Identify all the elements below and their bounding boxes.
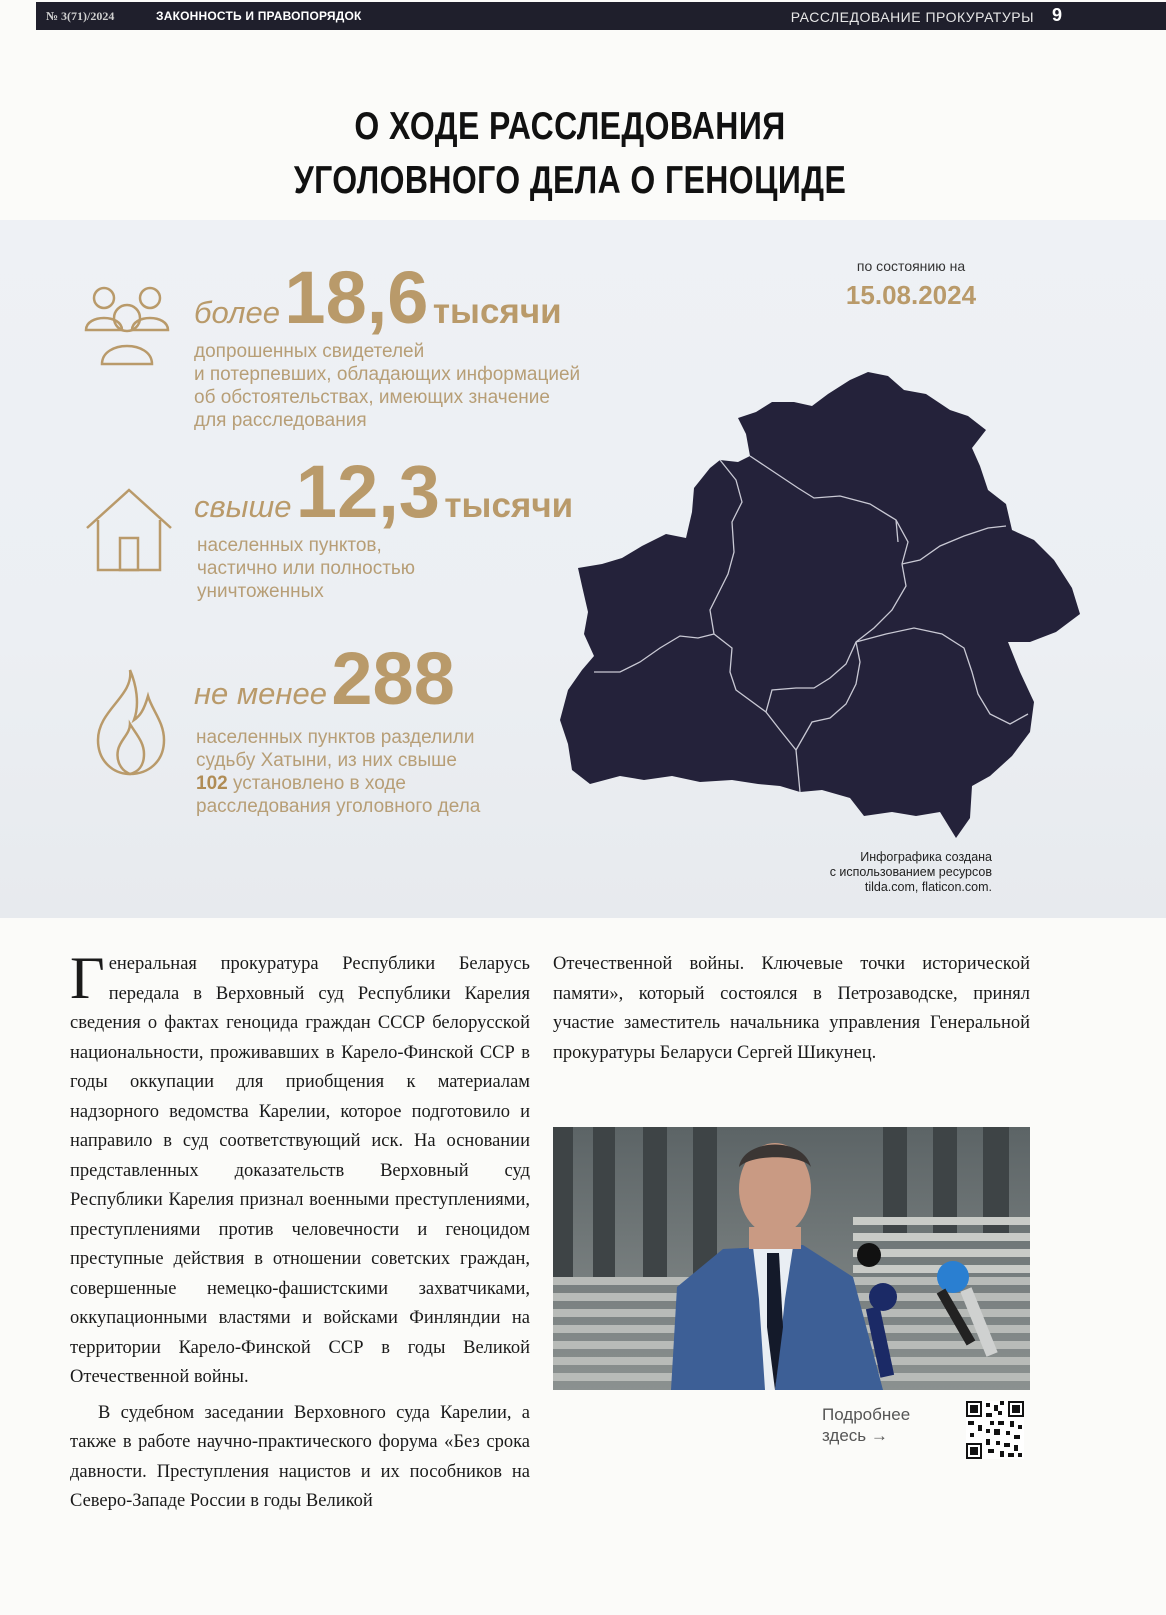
stat-3-number: 288 <box>331 637 455 720</box>
stat-1-prefix: более <box>194 295 280 330</box>
credit-line: tilda.com, flaticon.com. <box>864 880 992 894</box>
date-value: 15.08.2024 <box>845 280 977 310</box>
drop-cap: Г <box>70 945 105 1011</box>
issue-number: № 3(71)/2024 <box>46 9 115 23</box>
credit-line: Инфографика создана <box>860 850 992 864</box>
stat-3-line: населенных пунктов разделили <box>196 727 475 748</box>
flame-icon <box>90 666 170 778</box>
house-icon <box>84 486 174 574</box>
interview-photo <box>553 1127 1030 1390</box>
stat-1-line: допрошенных свидетелей <box>194 341 425 362</box>
people-icon <box>82 284 172 369</box>
stat-2-unit: тысячи <box>444 486 574 525</box>
article-left-column <box>70 945 530 1517</box>
infographic-credit <box>760 850 992 895</box>
stat-2-line: уничтоженных <box>197 581 324 602</box>
stat-3-headline <box>194 636 455 721</box>
stat-1-description <box>194 340 580 432</box>
stat-3-highlight-number: 102 <box>196 773 228 794</box>
qr-code-icon[interactable] <box>966 1401 1024 1459</box>
stat-3-prefix: не менее <box>194 676 327 711</box>
title-line-1: О ХОДЕ РАССЛЕДОВАНИЯ <box>354 105 786 148</box>
stat-1-line: для расследования <box>194 410 367 431</box>
paragraph-2-continued: Отечественной войны. Ключевые точки исторической памяти», который состоялся в Петрозаводске, принял участие заместитель начальника управления Генеральной прокуратуры Беларуси Сергей Шикунец. <box>553 954 1030 1063</box>
credit-line: с использованием ресурсов <box>829 865 992 879</box>
map-silhouette <box>560 372 1080 838</box>
article-title <box>258 100 881 208</box>
stat-1-line: об обстоятельствах, имеющих значение <box>194 387 550 408</box>
stat-2-headline <box>194 449 573 534</box>
stat-1-number: 18,6 <box>284 256 429 339</box>
title-line-2: УГОЛОВНОГО ДЕЛА О ГЕНОЦИДЕ <box>293 159 847 202</box>
journal-name: ЗАКОННОСТЬ И ПРАВОПОРЯДОК <box>156 9 362 23</box>
stat-3-line: расследования уголовного дела <box>196 796 481 817</box>
stat-1-headline <box>194 255 562 340</box>
stat-2-line: частично или полностью <box>197 558 416 579</box>
stat-2-line: населенных пунктов, <box>197 535 382 556</box>
stat-3-line: судьбу Хатыни, из них свыше <box>196 750 457 771</box>
stat-1-unit: тысячи <box>432 292 562 331</box>
paragraph-1-text: енеральная прокуратура Республики Беларусь передала в Верховный суд Республики Карелия сведения о фактах геноцида граждан СССР белорусской национальности, проживавших в Карело-Финской ССР в годы оккупации для приобщения к материалам надзорного ведомства Карелии, которое подготовило и направило в суд соответствующий иск. На основании представленных доказательств Верховный суд Республики Карелия признал военными преступлениями, преступлениями против человечности и геноцидом преступные действия в отношении советских граждан, совершенные немецко-фашистскими захватчиками, оккупационными властями и войсками Финляндии на территории Карело-Финской ССР в годы Великой Отечественной войны. <box>70 954 530 1387</box>
more-line-1: Подробнее <box>822 1405 911 1424</box>
paragraph-2: В судебном заседании Верховного суда Карелии, а также в работе научно-практического форума «Без срока давности. Преступления нацистов и их пособников на Северо-Западе России в годы Великой <box>70 1402 530 1511</box>
paragraph-1 <box>70 945 530 1393</box>
stat-3-description <box>196 726 480 818</box>
more-link[interactable] <box>822 1404 910 1446</box>
stat-2-prefix: свыше <box>194 489 292 524</box>
stat-3-line-highlight <box>196 772 480 795</box>
header-bar <box>36 2 1166 30</box>
stat-2-description <box>197 534 415 603</box>
page-number: 9 <box>1051 5 1062 25</box>
stat-2-number: 12,3 <box>295 450 440 533</box>
more-line-2: здесь → <box>822 1426 888 1445</box>
belarus-map <box>560 372 1100 842</box>
date-label: по состоянию на <box>856 258 966 274</box>
article-right-column <box>553 950 1030 1068</box>
photo-illustration <box>553 1127 1030 1390</box>
stat-1-line: и потерпевших, обладающих информацией <box>194 364 581 385</box>
section-name: РАССЛЕДОВАНИЕ ПРОКУРАТУРЫ <box>790 9 1034 25</box>
stat-3-tail: установлено в ходе <box>227 773 406 794</box>
